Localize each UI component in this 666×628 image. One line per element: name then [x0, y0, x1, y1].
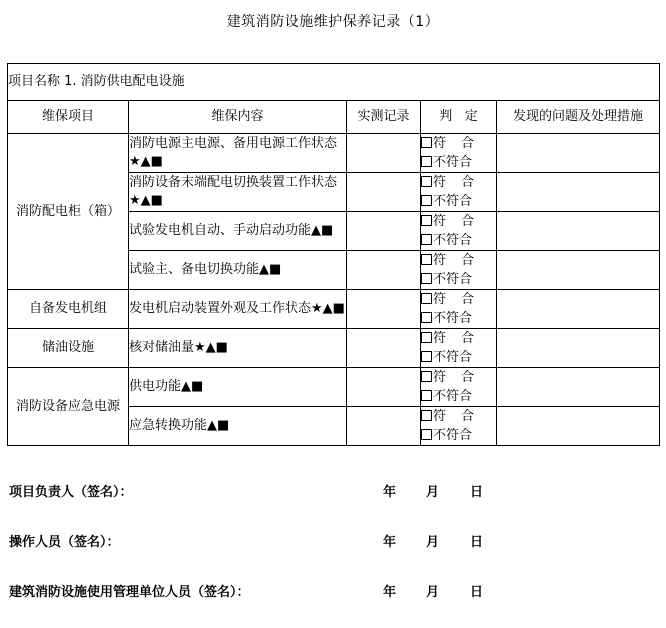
maintenance-content: 供电功能▲■: [129, 368, 347, 407]
measured-record-cell[interactable]: [347, 329, 421, 368]
fail-label: 不符合: [433, 155, 473, 170]
maintenance-content: 试验主、备电切换功能▲■: [129, 251, 347, 290]
signature-management-unit: 建筑消防设施使用管理单位人员（签名）：: [9, 585, 250, 600]
pass-label: 符合: [433, 331, 490, 346]
maintenance-item: 储油设施: [8, 329, 129, 368]
maintenance-content: 发电机启动装置外观及工作状态★▲■: [129, 290, 347, 329]
checkbox-icon[interactable]: [421, 137, 432, 148]
checkbox-icon[interactable]: [421, 254, 432, 265]
checkbox-icon[interactable]: [421, 234, 432, 245]
measured-record-cell[interactable]: [347, 173, 421, 212]
checkbox-icon[interactable]: [421, 156, 432, 167]
issues-cell[interactable]: [497, 290, 660, 329]
header-judgment: 判 定: [421, 101, 497, 134]
date-month-label: 月: [426, 585, 440, 600]
table-row: [8, 329, 660, 368]
pass-label: 符合: [433, 253, 490, 268]
fail-label: 不符合: [433, 233, 473, 248]
checkbox-pass[interactable]: [421, 368, 496, 387]
table-row: [8, 290, 660, 329]
checkbox-pass[interactable]: [421, 329, 496, 348]
measured-record-cell[interactable]: [347, 134, 421, 173]
issues-cell[interactable]: [497, 329, 660, 368]
checkbox-pass[interactable]: [421, 173, 496, 192]
issues-cell[interactable]: [497, 134, 660, 173]
fail-label: 不符合: [433, 272, 473, 287]
maintenance-content: 应急转换功能▲■: [129, 407, 347, 446]
checkbox-icon[interactable]: [421, 429, 432, 440]
fail-label: 不符合: [433, 350, 473, 365]
pass-label: 符合: [433, 292, 490, 307]
header-measured: 实测记录: [347, 101, 421, 134]
checkbox-fail[interactable]: [421, 192, 496, 211]
checkbox-icon[interactable]: [421, 273, 432, 284]
measured-record-cell[interactable]: [347, 251, 421, 290]
date-year-label: 年: [383, 585, 397, 600]
checkbox-fail[interactable]: [421, 309, 496, 328]
table-row: [8, 134, 660, 173]
judgment-cell: [421, 368, 497, 407]
date-month-label: 月: [426, 535, 440, 550]
measured-record-cell[interactable]: [347, 368, 421, 407]
date-day-label: 日: [470, 535, 484, 550]
checkbox-fail[interactable]: [421, 231, 496, 250]
fail-label: 不符合: [433, 311, 473, 326]
fail-label: 不符合: [433, 389, 473, 404]
pass-label: 符合: [433, 370, 490, 385]
measured-record-cell[interactable]: [347, 407, 421, 446]
maintenance-item: 消防配电柜（箱）: [8, 134, 129, 290]
table-row: [8, 368, 660, 407]
issues-cell[interactable]: [497, 251, 660, 290]
checkbox-pass[interactable]: [421, 134, 496, 153]
date-day-label: 日: [470, 485, 484, 500]
maintenance-content: 消防设备末端配电切换装置工作状态★▲■: [129, 173, 347, 212]
judgment-cell: [421, 329, 497, 368]
maintenance-content: 核对储油量★▲■: [129, 329, 347, 368]
checkbox-icon[interactable]: [421, 371, 432, 382]
header-item: 维保项目: [8, 101, 129, 134]
checkbox-pass[interactable]: [421, 251, 496, 270]
maintenance-content: 消防电源主电源、备用电源工作状态★▲■: [129, 134, 347, 173]
issues-cell[interactable]: [497, 368, 660, 407]
signature-project-lead: 项目负责人（签名）：: [9, 485, 133, 500]
checkbox-pass[interactable]: [421, 212, 496, 231]
document-title: 建筑消防设施维护保养记录（1）: [226, 14, 440, 30]
pass-label: 符合: [433, 214, 490, 229]
issues-cell[interactable]: [497, 173, 660, 212]
checkbox-icon[interactable]: [421, 410, 432, 421]
date-day-label: 日: [470, 585, 484, 600]
judgment-cell: [421, 134, 497, 173]
checkbox-fail[interactable]: [421, 153, 496, 172]
judgment-cell: [421, 407, 497, 446]
checkbox-icon[interactable]: [421, 215, 432, 226]
checkbox-pass[interactable]: [421, 407, 496, 426]
pass-label: 符合: [433, 136, 490, 151]
maintenance-item: 消防设备应急电源: [8, 368, 129, 446]
measured-record-cell[interactable]: [347, 290, 421, 329]
maintenance-item: 自备发电机组: [8, 290, 129, 329]
project-name: 项目名称 1. 消防供电配电设施: [8, 64, 660, 101]
judgment-cell: [421, 251, 497, 290]
measured-record-cell[interactable]: [347, 212, 421, 251]
fail-label: 不符合: [433, 194, 473, 209]
checkbox-icon[interactable]: [421, 390, 432, 401]
maintenance-record-table: [7, 63, 660, 446]
checkbox-pass[interactable]: [421, 290, 496, 309]
checkbox-icon[interactable]: [421, 195, 432, 206]
issues-cell[interactable]: [497, 212, 660, 251]
checkbox-icon[interactable]: [421, 332, 432, 343]
maintenance-content: 试验发电机自动、手动启动功能▲■: [129, 212, 347, 251]
judgment-cell: [421, 212, 497, 251]
date-year-label: 年: [383, 535, 397, 550]
date-year-label: 年: [383, 485, 397, 500]
fail-label: 不符合: [433, 428, 473, 443]
checkbox-fail[interactable]: [421, 387, 496, 406]
judgment-cell: [421, 173, 497, 212]
pass-label: 符合: [433, 409, 490, 424]
judgment-cell: [421, 290, 497, 329]
checkbox-icon[interactable]: [421, 351, 432, 362]
pass-label: 符合: [433, 175, 490, 190]
date-month-label: 月: [426, 485, 440, 500]
checkbox-icon[interactable]: [421, 312, 432, 323]
checkbox-icon[interactable]: [421, 176, 432, 187]
checkbox-fail[interactable]: [421, 348, 496, 367]
header-content: 维保内容: [129, 101, 347, 134]
signature-operator: 操作人员（签名）：: [9, 535, 120, 550]
header-issues: 发现的问题及处理措施: [497, 101, 660, 134]
checkbox-icon[interactable]: [421, 293, 432, 304]
checkbox-fail[interactable]: [421, 270, 496, 289]
checkbox-fail[interactable]: [421, 426, 496, 445]
issues-cell[interactable]: [497, 407, 660, 446]
